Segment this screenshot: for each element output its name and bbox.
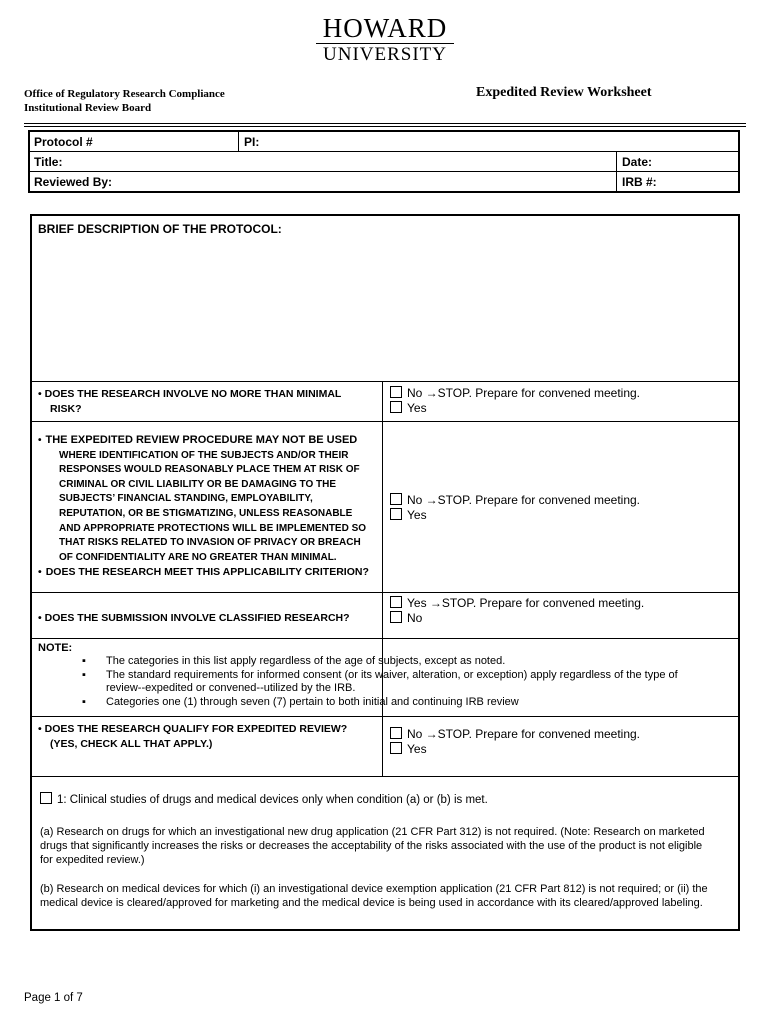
q4-question (38, 722, 347, 752)
question-column-divider (382, 716, 383, 776)
q2-criterion-line (38, 492, 369, 507)
q2-line-text: REPUTATION, OR BE STIGMATIZING, UNLESS REASONABLE (59, 507, 353, 519)
office-name: Office of Regulatory Research Compliance (24, 88, 225, 100)
checkbox[interactable] (390, 727, 402, 739)
q2-criterion-line (38, 536, 369, 551)
q2-options (390, 493, 640, 523)
q2-criterion-line (38, 478, 369, 493)
cell-divider (616, 172, 617, 191)
q1-option-no[interactable] (390, 386, 640, 401)
q2-line-text: AND APPROPRIATE PROTECTIONS WILL BE IMPLEMENTED SO (59, 522, 367, 534)
q2-question-line: DOES THE RESEARCH MEET THIS APPLICABILITY CRITERION? (45, 566, 369, 579)
q4-line-1: DOES THE RESEARCH QUALIFY FOR EXPEDITED REVIEW? (44, 723, 348, 735)
q2-criterion-line (38, 463, 369, 478)
bullet: • (38, 566, 42, 579)
note-bullet: ▪ (82, 655, 86, 667)
option-label: No →STOP. Prepare for convened meeting. (407, 493, 641, 507)
checkbox[interactable] (390, 386, 402, 398)
category-divider (32, 776, 738, 777)
q4-option-no[interactable] (390, 727, 640, 742)
checkbox[interactable] (390, 596, 402, 608)
option-label: No →STOP. Prepare for convened meeting. (407, 727, 641, 741)
note-item (82, 696, 678, 710)
q2-criterion-line (38, 551, 369, 566)
title-field[interactable]: Title: (34, 155, 63, 169)
note-item (82, 669, 678, 683)
q4-option-yes[interactable] (390, 742, 640, 757)
q3-text: DOES THE SUBMISSION INVOLVE CLASSIFIED RESEARCH? (44, 612, 350, 624)
option-label: Yes →STOP. Prepare for convened meeting. (407, 596, 645, 610)
header-divider-2 (24, 126, 746, 127)
q2-line-text: OF CONFIDENTIALITY ARE NO GREATER THAN MINIMAL. (59, 551, 337, 563)
note-text: Categories one (1) through seven (7) pertain to both initial and continuing IRB review (106, 695, 519, 708)
header-divider (24, 123, 746, 124)
logo-line-1: HOWARD (322, 13, 448, 43)
title-row (30, 151, 738, 171)
note-text: The standard requirements for informed consent (or its waiver, alteration, or exception) apply regardless of the type of (106, 668, 678, 681)
q1-question (38, 387, 341, 417)
checkbox[interactable] (390, 508, 402, 520)
condition-b-line: medical device is cleared/approved for marketing and the medical device is being used in accordance with its cleared/approved labeling. (40, 897, 703, 909)
q1-option-yes[interactable] (390, 401, 640, 416)
q2-line-text: RESPONSES WOULD REASONABLY PLACE THEM AT RISK OF (59, 464, 360, 476)
q2-line-text: THE EXPEDITED REVIEW PROCEDURE MAY NOT BE USED (45, 434, 358, 446)
category-1-condition-a (40, 825, 726, 867)
worksheet-body (30, 214, 740, 931)
checkbox[interactable] (390, 611, 402, 623)
q2-criterion-line (38, 522, 369, 537)
option-label: No →STOP. Prepare for convened meeting. (407, 386, 641, 400)
q1-line-1: DOES THE RESEARCH INVOLVE NO MORE THAN MINIMAL (44, 388, 342, 400)
q2-option-no[interactable] (390, 493, 640, 508)
q1-divider (32, 381, 738, 382)
q4-line-2: (YES, CHECK ALL THAT APPLY.) (50, 738, 213, 750)
logo-line-2: UNIVERSITY (323, 44, 447, 65)
note-text: The categories in this list apply regardless of the age of subjects, except as noted. (106, 655, 506, 667)
protocol-info-table (28, 130, 740, 193)
category-1[interactable] (40, 792, 726, 807)
bullet: • (38, 612, 42, 624)
category-1-heading: 1: Clinical studies of drugs and medical devices only when condition (a) or (b) is met. (57, 794, 488, 806)
pi-field[interactable]: PI: (244, 135, 260, 149)
category-1-checkbox[interactable] (40, 792, 52, 804)
q3-question (38, 611, 350, 626)
category-1-condition-b (40, 882, 726, 910)
note-bullet: ▪ (82, 668, 86, 681)
university-logo (300, 14, 470, 65)
option-label: Yes (407, 508, 427, 522)
option-label: No (407, 611, 423, 625)
note-label: NOTE: (38, 642, 73, 654)
q1-line-2: RISK? (50, 403, 82, 415)
checkbox[interactable] (390, 742, 402, 754)
document-title: Expedited Review Worksheet (476, 85, 652, 100)
reviewer-row (30, 171, 738, 191)
q3-option-no[interactable] (390, 611, 644, 626)
q3-divider (32, 592, 738, 593)
q2-option-yes[interactable] (390, 508, 640, 523)
q4-divider (32, 716, 738, 717)
q2-line-text: CRIMINAL OR CIVIL LIABILITY OR BE DAMAGING TO THE (59, 478, 337, 490)
cell-divider (238, 132, 239, 151)
note-item (82, 655, 678, 669)
q1-options (390, 386, 640, 416)
q2-divider (32, 421, 738, 422)
note-bullet: ▪ (82, 695, 86, 708)
q3-options (390, 596, 644, 626)
q2-criterion-line (38, 449, 369, 464)
note-text: review--expedited or convened--utilized by the IRB. (106, 682, 356, 694)
note-divider (32, 638, 738, 639)
reviewed-by-field[interactable]: Reviewed By: (34, 175, 113, 189)
irb-number-field[interactable]: IRB #: (622, 175, 657, 189)
note-list (82, 655, 678, 709)
bullet: • (38, 388, 42, 400)
q3-option-yes[interactable] (390, 596, 644, 611)
protocol-row (30, 132, 738, 151)
q2-line-text: WHERE IDENTIFICATION OF THE SUBJECTS AND/OR THEIR (59, 449, 349, 461)
condition-a-line: drugs that significantly increases the risks or decreases the acceptability of the risks associated with the use of the product is not eligible (40, 840, 703, 852)
date-field[interactable]: Date: (622, 155, 653, 169)
bullet: • (38, 435, 42, 446)
q2-question-text (38, 565, 369, 580)
cell-divider (616, 152, 617, 171)
q2-question (38, 433, 369, 580)
description-label: BRIEF DESCRIPTION OF THE PROTOCOL: (38, 222, 282, 236)
condition-a-line: (a) Research on drugs for which an investigational new drug application (21 CFR Part 312) is not required. (Note: Research on marketed (40, 826, 705, 838)
bullet: • (38, 723, 42, 735)
checkbox[interactable] (390, 493, 402, 505)
q2-line-text: SUBJECTS’ FINANCIAL STANDING, EMPLOYABILITY, (59, 493, 313, 505)
checkbox[interactable] (390, 401, 402, 413)
q2-criterion-line (38, 507, 369, 522)
q2-line-text: THAT RISKS RELATED TO INVASION OF PRIVACY OR BREACH (59, 537, 361, 549)
q2-criterion-line (38, 433, 369, 449)
description-input-area[interactable] (34, 238, 736, 378)
q4-options (390, 727, 640, 757)
note-item-continued (82, 682, 678, 696)
board-name: Institutional Review Board (24, 102, 152, 114)
page-number: Page 1 of 7 (24, 992, 83, 1004)
option-label: Yes (407, 742, 427, 756)
protocol-number-field[interactable]: Protocol # (34, 135, 93, 149)
condition-a-line: for expedited review.) (40, 854, 145, 866)
option-label: Yes (407, 401, 427, 415)
condition-b-line: (b) Research on medical devices for which (i) an investigational device exemption application (21 CFR Part 812) is not required; or (ii) the (40, 883, 708, 895)
